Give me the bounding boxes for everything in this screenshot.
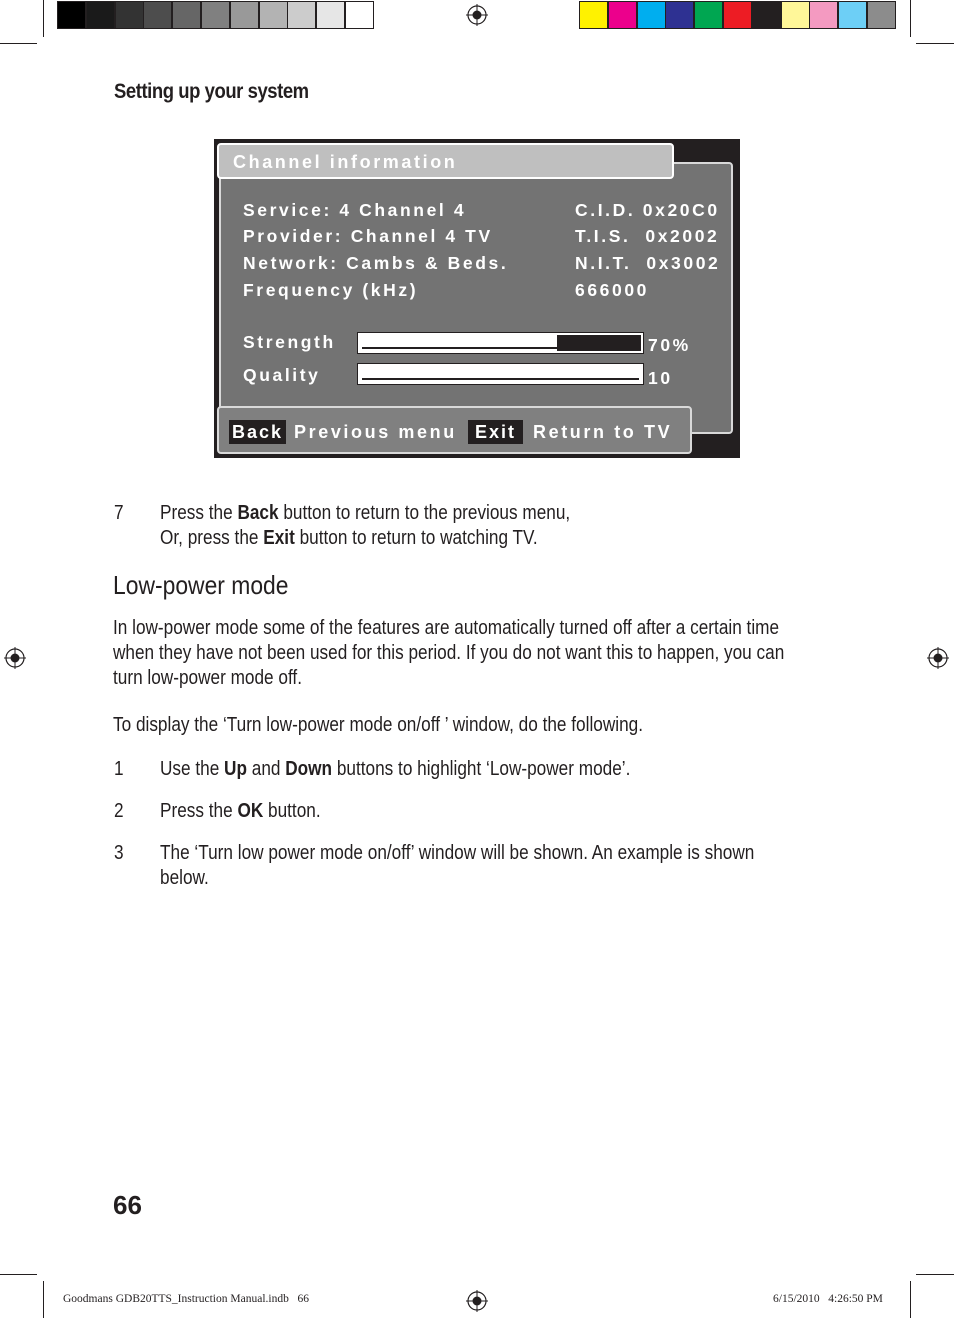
quality-label: Quality	[243, 365, 321, 385]
provider-row: Provider: Channel 4 TV	[243, 226, 493, 246]
color-swatch	[172, 1, 201, 29]
frequency-value: 666000	[575, 280, 649, 300]
cid-value: C.I.D. 0x20C0	[575, 200, 720, 220]
step-7-line-2: Or, press the Exit button to return to watching TV.	[160, 527, 538, 549]
network-row: Network: Cambs & Beds.	[243, 253, 509, 273]
color-swatch	[608, 1, 637, 29]
color-swatch	[230, 1, 259, 29]
tv-key-hint-bar	[217, 406, 692, 454]
quality-meter	[357, 363, 644, 385]
low-power-paragraph-line: turn low-power mode off.	[113, 667, 302, 689]
color-swatch	[259, 1, 288, 29]
step-2-text: Press the OK button.	[160, 800, 321, 822]
section-label: Setting up your system	[114, 80, 309, 103]
color-swatch	[201, 1, 230, 29]
file-name-footer: Goodmans GDB20TTS_Instruction Manual.indb 66	[63, 1293, 309, 1305]
step-1-text: Use the Up and Down buttons to highlight ‘Low-power mode’.	[160, 758, 631, 780]
step-number: 7	[114, 502, 124, 524]
color-swatch	[579, 1, 608, 29]
registration-mark-icon	[466, 4, 488, 26]
low-power-heading: Low-power mode	[113, 570, 289, 600]
registration-mark-icon	[4, 647, 26, 669]
color-swatch	[809, 1, 838, 29]
color-swatch	[694, 1, 723, 29]
low-power-paragraph-line: In low-power mode some of the features are automatically turned off after a certain time	[113, 617, 780, 639]
tv-screen	[214, 139, 740, 458]
strength-meter	[357, 332, 644, 354]
channel-info-panel	[219, 162, 733, 434]
color-swatch	[345, 1, 374, 29]
step-7-line-1: Press the Back button to return to the previous menu,	[160, 502, 571, 524]
color-swatch	[665, 1, 694, 29]
nit-value: N.I.T. 0x3002	[575, 253, 721, 273]
low-power-intro: To display the ‘Turn low-power mode on/off ’ window, do the following.	[113, 714, 643, 736]
strength-value: 70%	[648, 335, 691, 355]
color-swatch	[637, 1, 666, 29]
color-swatch	[115, 1, 144, 29]
back-key: Back	[229, 420, 286, 444]
step-number: 3	[114, 842, 124, 864]
step-number: 2	[114, 800, 124, 822]
exit-key-label: Return to TV	[533, 422, 673, 442]
color-swatch	[838, 1, 867, 29]
channel-info-title-bar	[217, 143, 674, 179]
tis-value: T.I.S. 0x2002	[575, 226, 720, 246]
registration-mark-icon	[466, 1290, 488, 1312]
color-swatch	[781, 1, 810, 29]
color-swatch	[752, 1, 781, 29]
color-swatch	[143, 1, 172, 29]
color-swatch	[287, 1, 316, 29]
color-swatch	[867, 1, 896, 29]
color-swatch	[723, 1, 752, 29]
step-number: 1	[114, 758, 124, 780]
color-swatch	[57, 1, 86, 29]
page-number: 66	[113, 1190, 142, 1220]
color-swatch	[316, 1, 345, 29]
exit-key: Exit	[468, 420, 523, 444]
service-row: Service: 4 Channel 4	[243, 200, 467, 220]
frequency-label: Frequency (kHz)	[243, 280, 419, 300]
low-power-paragraph-line: when they have not been used for this period. If you do not want this to happen, you can	[113, 642, 785, 664]
channel-info-title: Channel information	[233, 152, 458, 172]
step-3-text-line-2: below.	[160, 867, 209, 889]
step-3-text-line-1: The ‘Turn low power mode on/off’ window will be shown. An example is shown	[160, 842, 755, 864]
timestamp-footer: 6/15/2010 4:26:50 PM	[773, 1293, 883, 1305]
back-key-label: Previous menu	[294, 422, 457, 442]
strength-meter-fill	[557, 335, 641, 351]
color-swatch	[86, 1, 115, 29]
quality-value: 10	[648, 368, 673, 388]
registration-mark-icon	[927, 647, 949, 669]
strength-label: Strength	[243, 332, 336, 352]
